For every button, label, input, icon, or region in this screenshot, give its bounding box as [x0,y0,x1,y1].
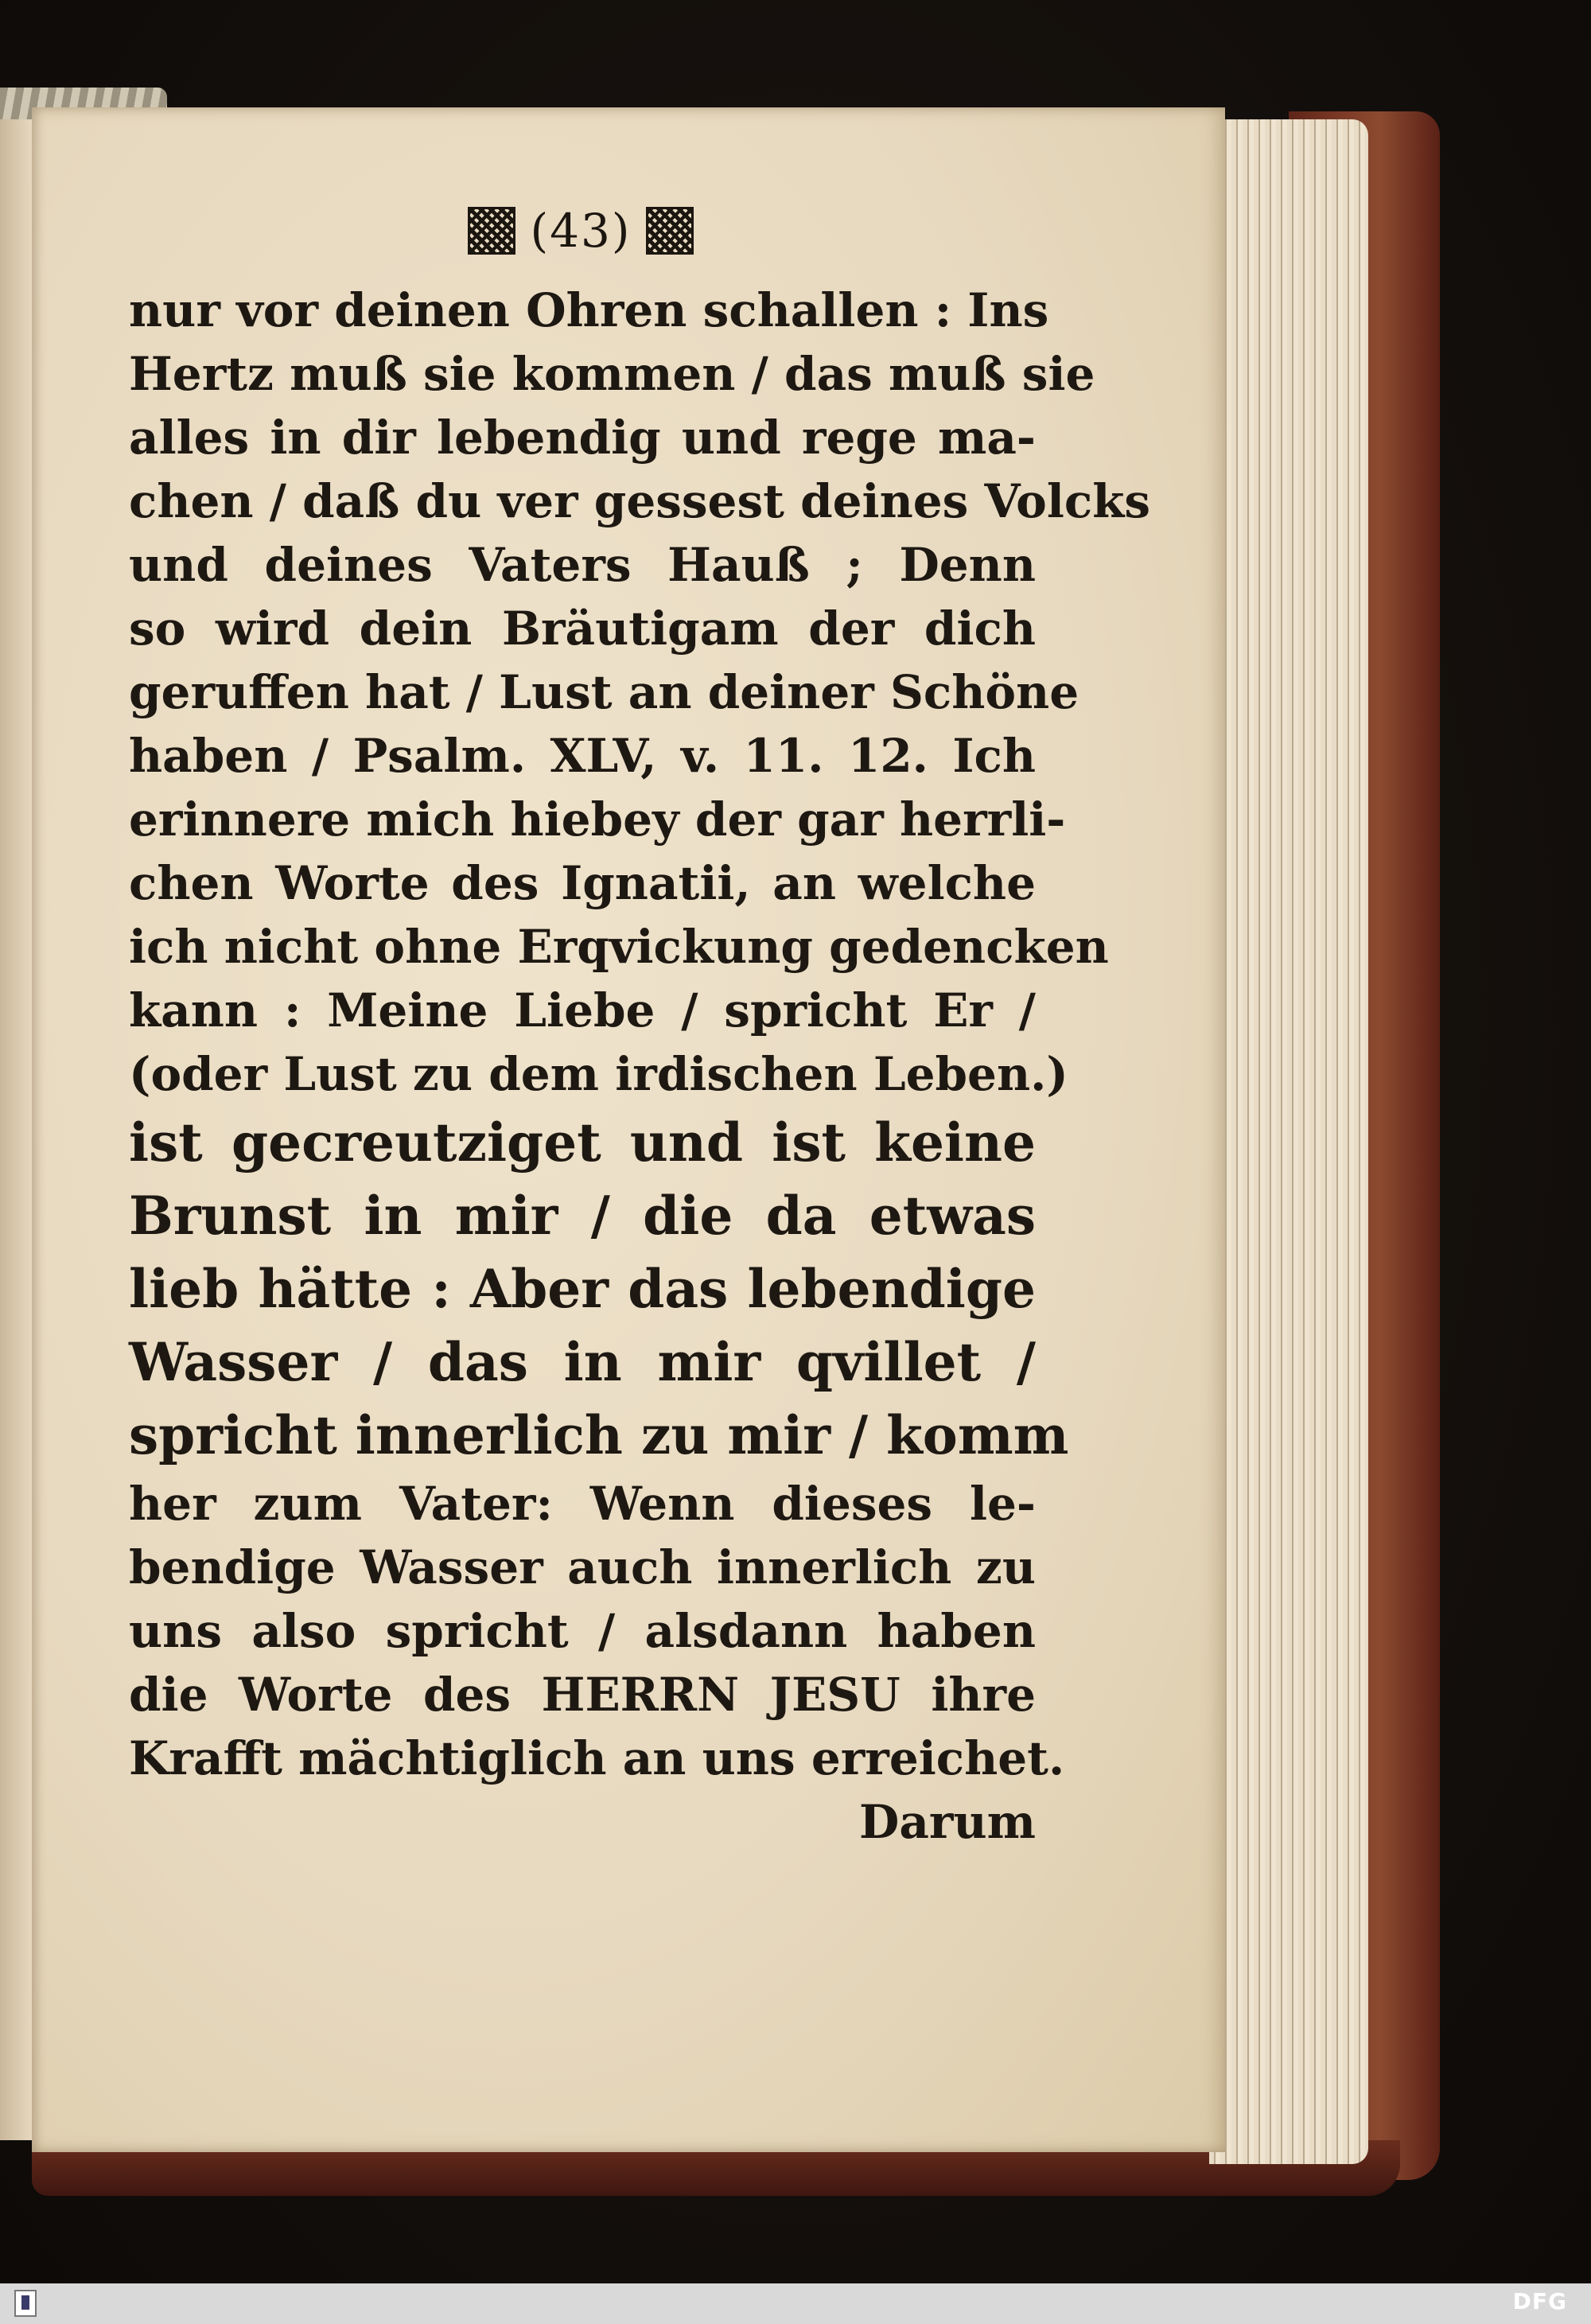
text-line: so wird dein Bräutigam der dich [129,601,1036,656]
text-line: Krafft mächtiglich an uns erreichet. [129,1731,1065,1785]
text-line: erinnere mich hiebey der gar herrli- [129,792,1066,847]
text-line: bendige Wasser auch innerlich zu [129,1540,1036,1594]
text-line: geruffen hat / Lust an deiner Schöne [129,665,1079,719]
page-header [438,199,724,263]
text-line: ich nicht ohne Erqvickung gedencken [129,920,1109,974]
page-body-text [129,278,1151,1854]
text-line-emphasis: Wasser / das in mir qvillet / [129,1331,1036,1393]
text-line: haben / Psalm. XLV, v. 11. 12. Ich [129,729,1036,783]
text-line-emphasis: ist gecreutziget und ist keine [129,1111,1036,1174]
text-line: kann : Meine Liebe / spricht Er / [129,983,1036,1037]
text-line: die Worte des HERRN JESU ihre [129,1668,1036,1722]
text-line: (oder Lust zu dem irdischen Leben.) [129,1047,1068,1101]
ornament-right-icon [646,207,694,255]
text-line: her zum Vater: Wenn dieses le- [129,1477,1036,1531]
text-line: uns also spricht / alsdann haben [129,1604,1036,1658]
text-line: Hertz muß sie kommen / das muß sie [129,347,1095,401]
page-edges [1209,119,1368,2164]
text-line: chen Worte des Ignatii, an welche [129,856,1036,910]
viewer-footer-bar [0,2283,1591,2324]
text-line: und deines Vaters Hauß ; Denn [129,538,1036,592]
text-line: alles in dir lebendig und rege ma- [129,411,1036,465]
text-line-emphasis: lieb hätte : Aber das lebendige [129,1258,1036,1320]
catchword: Darum [859,1795,1036,1849]
text-line-emphasis: spricht innerlich zu mir / komm [129,1404,1069,1466]
text-line-emphasis: Brunst in mir / die da etwas [129,1185,1036,1247]
previous-page-edge [0,119,33,2140]
dfg-logo: DFG [1512,2288,1567,2314]
text-line: chen / daß du ver gessest deines Volcks [129,474,1151,528]
library-logo-icon [14,2290,37,2317]
ornament-left-icon [468,207,515,255]
page-number: (43) [530,204,632,258]
text-line: nur vor deinen Ohren schallen : Ins [129,283,1049,337]
